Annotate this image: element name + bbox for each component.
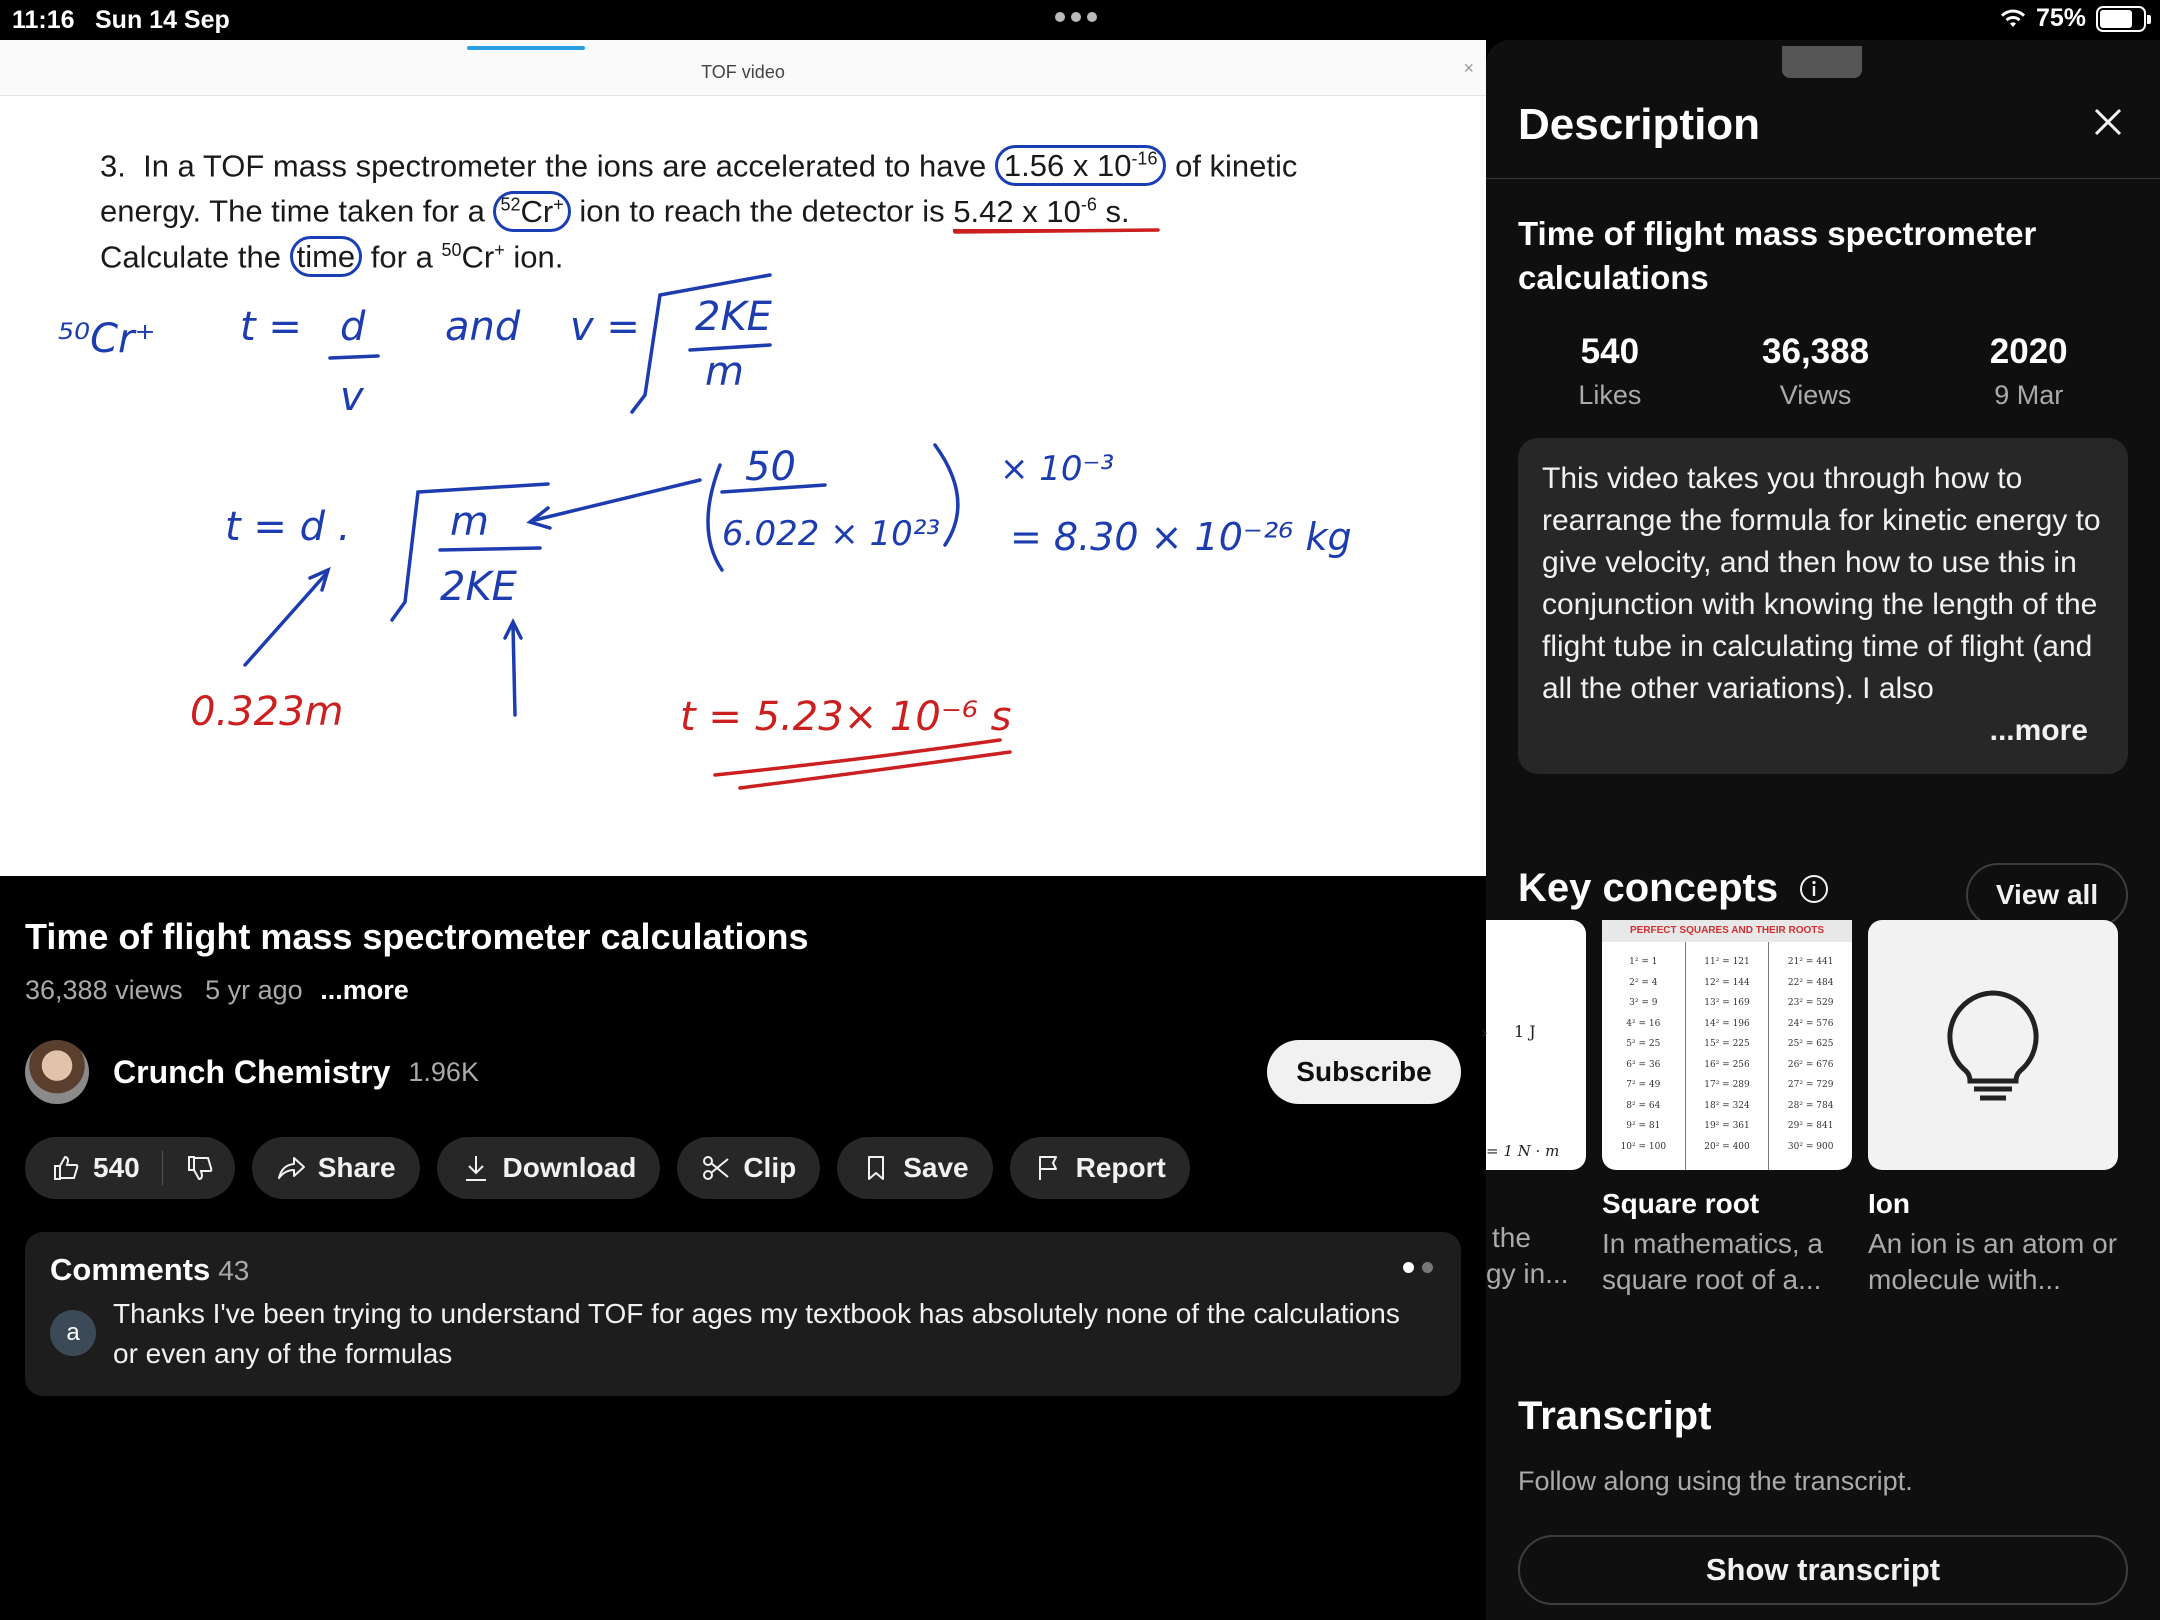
wifi-icon bbox=[2000, 8, 2026, 30]
comment-count: 43 bbox=[218, 1255, 250, 1286]
square-entry: 21² = 441 bbox=[1787, 957, 1834, 967]
like-dislike-pill bbox=[25, 1137, 235, 1199]
channel-row[interactable] bbox=[25, 1040, 479, 1104]
description-video-title: Time of flight mass spectrometer calculations bbox=[1518, 215, 2037, 296]
video-title: Time of flight mass spectrometer calculations bbox=[25, 916, 809, 957]
description-panel bbox=[1480, 40, 2160, 1620]
hw-mass-result: = 8.30 × 10⁻²⁶ kg bbox=[1010, 515, 1352, 559]
square-entry: 15² = 225 bbox=[1704, 1039, 1750, 1049]
hw-ion-label: ⁵⁰Cr⁺ bbox=[58, 316, 156, 362]
hw-m2: m bbox=[450, 499, 489, 545]
drag-handle[interactable] bbox=[1782, 46, 1862, 78]
square-entry: 27² = 729 bbox=[1787, 1080, 1834, 1090]
thumbs-up-icon[interactable] bbox=[51, 1153, 81, 1183]
slide-tab-title: TOF video bbox=[701, 62, 785, 82]
top-comment-text: Thanks I've been trying to understand TOF for ages my textbook has absolutely none of the calculations or even any of the formulas bbox=[113, 1298, 1400, 1369]
square-entry: 16² = 256 bbox=[1704, 1059, 1750, 1070]
partial-card-text: the gy in... bbox=[1486, 1222, 1569, 1289]
ion-thumbnail bbox=[1868, 920, 2118, 1170]
slide-close-icon: × bbox=[1463, 58, 1474, 78]
status-date: Sun 14 Sep bbox=[95, 6, 230, 34]
channel-name[interactable]: Crunch Chemistry bbox=[113, 1053, 391, 1090]
square-entry: 4² = 16 bbox=[1626, 1018, 1661, 1029]
square-entry: 23² = 529 bbox=[1787, 998, 1834, 1008]
flag-icon bbox=[1034, 1153, 1064, 1183]
comments-header: Comments 43 bbox=[50, 1252, 250, 1287]
stat-likes: 540 Likes bbox=[1578, 332, 1642, 410]
channel-avatar[interactable] bbox=[25, 1040, 89, 1104]
download-button[interactable]: Download bbox=[437, 1137, 661, 1199]
square-entry: 1² = 1 bbox=[1629, 957, 1658, 967]
share-button[interactable]: Share bbox=[252, 1137, 420, 1199]
show-transcript-button[interactable]: Show transcript bbox=[1518, 1535, 2128, 1605]
status-time: 11:16 bbox=[12, 6, 75, 34]
panel-divider bbox=[1486, 178, 2160, 179]
hw-answer: t = 5.23× 10⁻⁶ s bbox=[680, 694, 1012, 740]
square-entry: 12² = 144 bbox=[1704, 977, 1750, 988]
description-box[interactable] bbox=[1518, 438, 2128, 774]
hw-times10: × 10⁻³ bbox=[1000, 449, 1115, 489]
close-icon[interactable] bbox=[2088, 102, 2128, 142]
square-entry: 10² = 100 bbox=[1620, 1141, 1667, 1152]
action-bar bbox=[25, 1137, 1190, 1199]
upload-age: 5 yr ago bbox=[205, 975, 303, 1005]
partial-concept-card[interactable]: › 1 J = 1 N · m bbox=[1486, 920, 1586, 1170]
square-entry: 7² = 49 bbox=[1626, 1080, 1661, 1090]
square-entry: 5² = 25 bbox=[1626, 1039, 1661, 1049]
like-count[interactable]: 540 bbox=[93, 1152, 140, 1183]
hw-d: d bbox=[340, 304, 366, 350]
battery-percent: 75% bbox=[2035, 4, 2086, 32]
square-root-thumbnail: PERFECT SQUARES AND THEIR ROOTS 1² = 1 2² = 4 3² = 9 4² = 16 5² = 25 6² = 36 7² = 49 8² = 64 9² = 81 10² = 100 11² = 121 12² = 144 13² = 169 14² = 196 15² = 225 16² = 256 17² = 289 18² = 324 19² = 361 20² = 400 21² = 441 22² = 484 23² = 529 24² = 576 25² = 625 26² = 676 27² = 729 28² = 784 29² = 841 30² = 900 bbox=[1602, 920, 1852, 1170]
thumbs-down-icon[interactable] bbox=[185, 1153, 215, 1183]
square-entry: 28² = 784 bbox=[1787, 1100, 1834, 1111]
video-meta[interactable] bbox=[25, 975, 409, 1006]
square-entry: 3² = 9 bbox=[1629, 998, 1658, 1008]
subscribe-button[interactable]: Subscribe bbox=[1267, 1040, 1461, 1104]
square-entry: 2² = 4 bbox=[1629, 977, 1658, 988]
square-entry: 20² = 400 bbox=[1704, 1141, 1750, 1152]
stat-date: 2020 9 Mar bbox=[1989, 332, 2068, 410]
square-entry: 22² = 484 bbox=[1787, 977, 1834, 988]
save-button[interactable]: Save bbox=[837, 1137, 992, 1199]
view-all-button[interactable]: View all bbox=[1966, 863, 2128, 927]
info-icon[interactable] bbox=[1798, 873, 1830, 905]
clip-button[interactable]: Clip bbox=[677, 1137, 820, 1199]
hw-distance: 0.323m bbox=[190, 689, 344, 735]
bookmark-icon bbox=[861, 1153, 891, 1183]
hw-2ke: 2KE bbox=[695, 294, 772, 340]
commenter-avatar: a bbox=[50, 1310, 96, 1356]
stats-row bbox=[1518, 332, 2128, 411]
square-entry: 13² = 169 bbox=[1704, 998, 1750, 1008]
panel-title: Description bbox=[1518, 100, 1761, 149]
concept-subtitle: In mathematics, a square root of a... bbox=[1602, 1228, 1823, 1295]
concept-card-ion[interactable] bbox=[1868, 920, 2128, 1298]
square-entry: 11² = 121 bbox=[1704, 957, 1750, 967]
video-player[interactable] bbox=[0, 40, 1486, 876]
report-button[interactable]: Report bbox=[1010, 1137, 1190, 1199]
square-entry: 29² = 841 bbox=[1787, 1121, 1834, 1131]
multitasking-dots-icon[interactable] bbox=[1055, 12, 1097, 22]
hw-v: v bbox=[340, 374, 364, 420]
square-entry: 30² = 900 bbox=[1787, 1141, 1834, 1152]
description-text: This video takes you through how to rearrange the formula for kinetic energy to give velocity, and then how to use this in conjunction with knowing the length of the flight tube in calculating time of flight (and all the other variations). I also bbox=[1542, 462, 2101, 705]
square-entry: 17² = 289 bbox=[1704, 1080, 1750, 1090]
square-entry: 26² = 676 bbox=[1787, 1059, 1834, 1070]
square-entry: 9² = 81 bbox=[1626, 1121, 1661, 1131]
hw-mass-number: 50 bbox=[745, 444, 796, 490]
view-count: 36,388 views bbox=[25, 975, 183, 1005]
hw-m: m bbox=[705, 349, 744, 395]
hw-t-eq: t = bbox=[240, 304, 302, 350]
hw-and: and bbox=[445, 304, 521, 350]
more-link[interactable]: ...more bbox=[320, 975, 409, 1005]
lightbulb-icon bbox=[1938, 985, 2048, 1105]
concept-title: Square root bbox=[1602, 1188, 1760, 1219]
hw-v-eq: v = bbox=[570, 304, 640, 350]
hw-avogadro: 6.022 × 10²³ bbox=[722, 514, 940, 554]
stat-views: 36,388 Views bbox=[1762, 332, 1870, 410]
hw-t-eq2: t = d . bbox=[225, 504, 351, 550]
concept-title: Ion bbox=[1868, 1188, 1910, 1219]
concept-subtitle: An ion is an atom or molecule with... bbox=[1868, 1228, 2118, 1295]
square-entry: 25² = 625 bbox=[1787, 1039, 1834, 1049]
question-text: 3. In a TOF mass spectrometer the ions are accelerated to have 1.56 x $10^{-16}$ of kinetic energy. The time taken for a $^{52}$Cr+ ion to reach the detector is 5.42 x $10^{-6}$ s. Calculate the time for a $^{50}$Cr+ ion. bbox=[100, 140, 1400, 276]
hw-2ke2: 2KE bbox=[440, 564, 517, 610]
handwritten-working bbox=[0, 40, 1486, 876]
description-more-link[interactable]: ...more bbox=[1974, 710, 2088, 752]
comments-pager bbox=[1403, 1262, 1433, 1273]
square-entry: 19² = 361 bbox=[1704, 1121, 1750, 1131]
square-entry: 18² = 324 bbox=[1704, 1100, 1750, 1111]
status-bar bbox=[0, 0, 2160, 40]
share-icon bbox=[276, 1153, 306, 1183]
square-entry: 14² = 196 bbox=[1704, 1018, 1750, 1029]
square-entry: 24² = 576 bbox=[1787, 1018, 1834, 1029]
download-icon bbox=[461, 1153, 491, 1183]
scissors-icon bbox=[701, 1153, 731, 1183]
comments-teaser[interactable] bbox=[25, 1232, 1461, 1396]
square-entry: 6² = 36 bbox=[1626, 1059, 1661, 1070]
square-entry: 8² = 64 bbox=[1626, 1100, 1661, 1111]
concept-card-square-root[interactable] bbox=[1602, 920, 1862, 1298]
transcript-subtitle: Follow along using the transcript. bbox=[1518, 1466, 1913, 1496]
subscriber-count: 1.96K bbox=[408, 1056, 479, 1087]
key-concepts-header: Key concepts bbox=[1518, 866, 1830, 911]
ke-value: 1.56 x $10^{-16}$ bbox=[995, 145, 1167, 186]
battery-icon bbox=[2096, 6, 2146, 32]
transcript-title: Transcript bbox=[1518, 1394, 1712, 1438]
